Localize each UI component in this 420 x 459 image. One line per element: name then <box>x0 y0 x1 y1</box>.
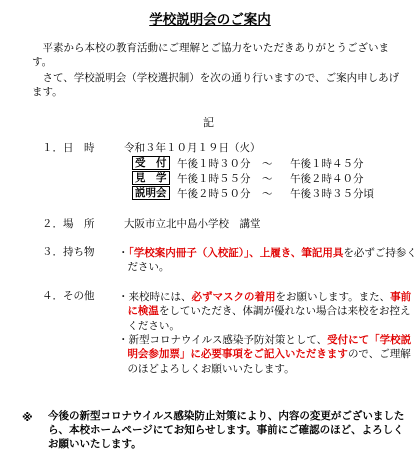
mask-notice <box>118 290 419 333</box>
item-number: １． <box>42 142 63 154</box>
schedule-sep: ～ <box>262 188 273 200</box>
schedule-row-reception <box>132 157 170 170</box>
intro-announcement: さて、学校説明会（学校選択制）を次の通り行いますので、ご案内申しあげます。 <box>32 72 400 98</box>
schedule-start: 午後１時３０分 <box>177 158 251 170</box>
schedule-sep: ～ <box>262 173 273 185</box>
item-date <box>42 142 95 155</box>
covid-change-note: 今後の新型コロナウイルス感染防止対策により、内容の変更がございましたら、本校ホームページにてお知らせします。事前にご確認のほど、よろしくお願いいたします。 <box>48 410 405 451</box>
venue: 大阪市立北中島小学校 講堂 <box>124 218 261 230</box>
mask-required: 必ずマスクの着用 <box>191 291 276 303</box>
schedule-label: 見 学 <box>132 171 170 185</box>
schedule-start: 午後１時５５分 <box>177 173 251 185</box>
item-number: ４． <box>42 290 63 302</box>
bullet-dot: ・ <box>118 291 129 303</box>
item-other <box>42 290 95 303</box>
temperature-check: 事前に検温 <box>127 291 412 318</box>
item-number: ２． <box>42 218 63 230</box>
bullet-dot: ・ <box>118 247 129 259</box>
text: ので、ご理解のほどよろしくお願いいたします。 <box>127 348 411 375</box>
belongings-rest: を必ずご持参ください。 <box>127 247 417 274</box>
schedule-label: 説明会 <box>132 186 170 200</box>
belongings-text <box>118 246 417 275</box>
ki-heading: 記 <box>203 116 214 129</box>
item-label: 場 所 <box>63 218 95 230</box>
text: をお願いします。また、 <box>275 291 391 303</box>
item-place <box>42 218 95 231</box>
schedule-row-tour <box>132 172 170 185</box>
text: 新型コロナウイルス感染予防対策として、 <box>128 334 328 346</box>
intro-greeting: 平素から本校の教育活動にご理解とご協力をいただきありがとうございます。 <box>32 42 389 68</box>
covid-notice <box>118 333 419 376</box>
text: をしていただき、体調が優れない場合は来校をお控えください。 <box>127 305 411 332</box>
schedule-end: 午後１時４５分 <box>290 158 364 170</box>
note-mark: ※ <box>22 411 33 424</box>
schedule-sep: ～ <box>262 158 273 170</box>
text: 来校時には、 <box>128 291 192 303</box>
item-label: その他 <box>63 290 95 302</box>
schedule-label: 受 付 <box>132 156 170 170</box>
page-title: 学校説明会のご案内 <box>149 12 271 28</box>
item-label: 持ち物 <box>63 246 95 258</box>
item-belongings <box>42 246 95 259</box>
item-number: ３． <box>42 246 63 258</box>
schedule-row-briefing <box>132 187 170 200</box>
registration-form: 受付にて「学校説明会参加票」に必要事項をご記入いただきます <box>127 334 412 361</box>
event-date: 令和３年１０月１９日（火） <box>124 142 261 154</box>
schedule-end: 午後３時３５分頃 <box>290 188 374 200</box>
schedule-end: 午後２時４０分 <box>290 173 364 185</box>
item-label: 日 時 <box>63 142 95 154</box>
bullet-dot: ・ <box>118 334 129 346</box>
required-items: 「学校案内冊子（入校証）」、上履き、筆記用具 <box>128 247 344 259</box>
schedule-start: 午後２時５０分 <box>177 188 251 200</box>
